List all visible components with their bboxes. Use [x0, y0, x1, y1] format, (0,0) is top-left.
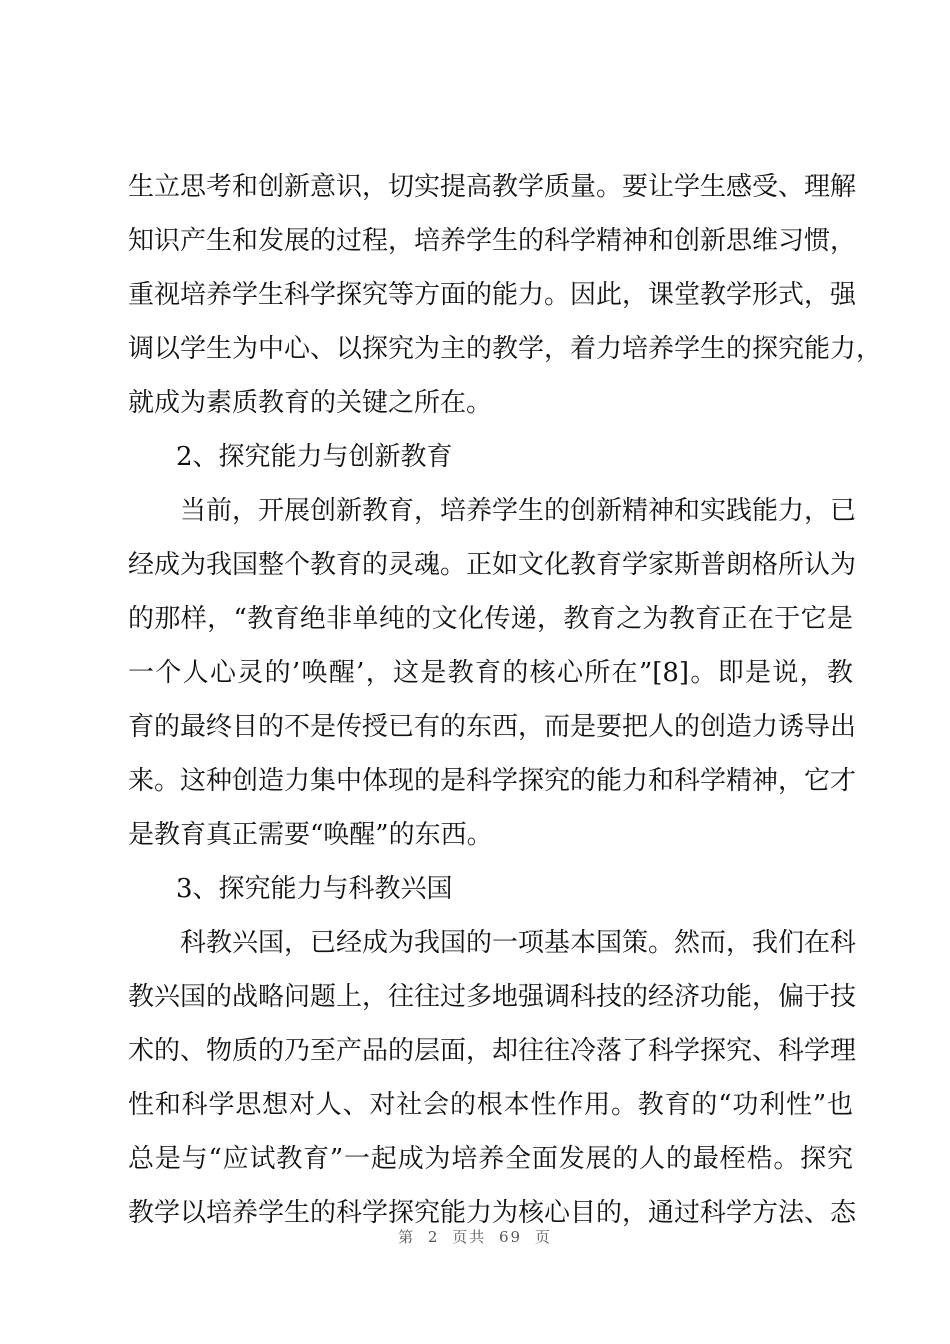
document-body	[128, 160, 883, 1240]
text-line: 是教育真正需要“唤醒”的东西。	[128, 820, 493, 850]
text-line: 教兴国的战略问题上，往往过多地强调科技的经济功能，偏于技	[128, 982, 857, 1012]
text-line: 育的最终目的不是传授已有的东西，而是要把人的创造力诱导出	[128, 712, 857, 742]
text-line: 性和科学思想对人、对社会的根本性作用。教育的“功利性”也	[128, 1090, 853, 1120]
text-line: 就成为素质教育的关键之所在。	[128, 388, 493, 418]
paragraph-first-line: 科教兴国，已经成为我国的一项基本国策。然而，我们在科	[180, 928, 857, 958]
text-line: 术的、物质的乃至产品的层面，却往往冷落了科学探究、科学理	[128, 1036, 857, 1066]
text-line: 知识产生和发展的过程，培养学生的科学精神和创新思维习惯，	[128, 226, 857, 256]
paragraph-first-line: 当前，开展创新教育，培养学生的创新精神和实践能力，已	[180, 496, 857, 526]
section-heading: 2、探究能力与创新教育	[176, 442, 453, 472]
text-line: 教学以培养学生的科学探究能力为核心目的，通过科学方法、态	[128, 1198, 857, 1228]
text-line: 的那样，“教育绝非单纯的文化传递，教育之为教育正在于它是	[128, 604, 853, 634]
page-number-footer: 第 2 页共 69 页	[398, 1228, 552, 1246]
text-line: 来。这种创造力集中体现的是科学探究的能力和科学精神，它才	[128, 766, 857, 796]
section-heading: 3、探究能力与科教兴国	[176, 874, 453, 904]
text-line: 调以学生为中心、以探究为主的教学，着力培养学生的探究能力，	[128, 334, 883, 364]
text-line: 一个人心灵的’唤醒’，这是教育的核心所在”[8]。即是说，教	[128, 658, 853, 688]
text-line: 生立思考和创新意识，切实提高教学质量。要让学生感受、理解	[128, 172, 857, 202]
text-line: 经成为我国整个教育的灵魂。正如文化教育学家斯普朗格所认为	[128, 550, 857, 580]
text-line: 重视培养学生科学探究等方面的能力。因此，课堂教学形式，强	[128, 280, 857, 310]
text-line: 总是与“应试教育”一起成为培养全面发展的人的最桎梏。探究	[128, 1144, 853, 1174]
